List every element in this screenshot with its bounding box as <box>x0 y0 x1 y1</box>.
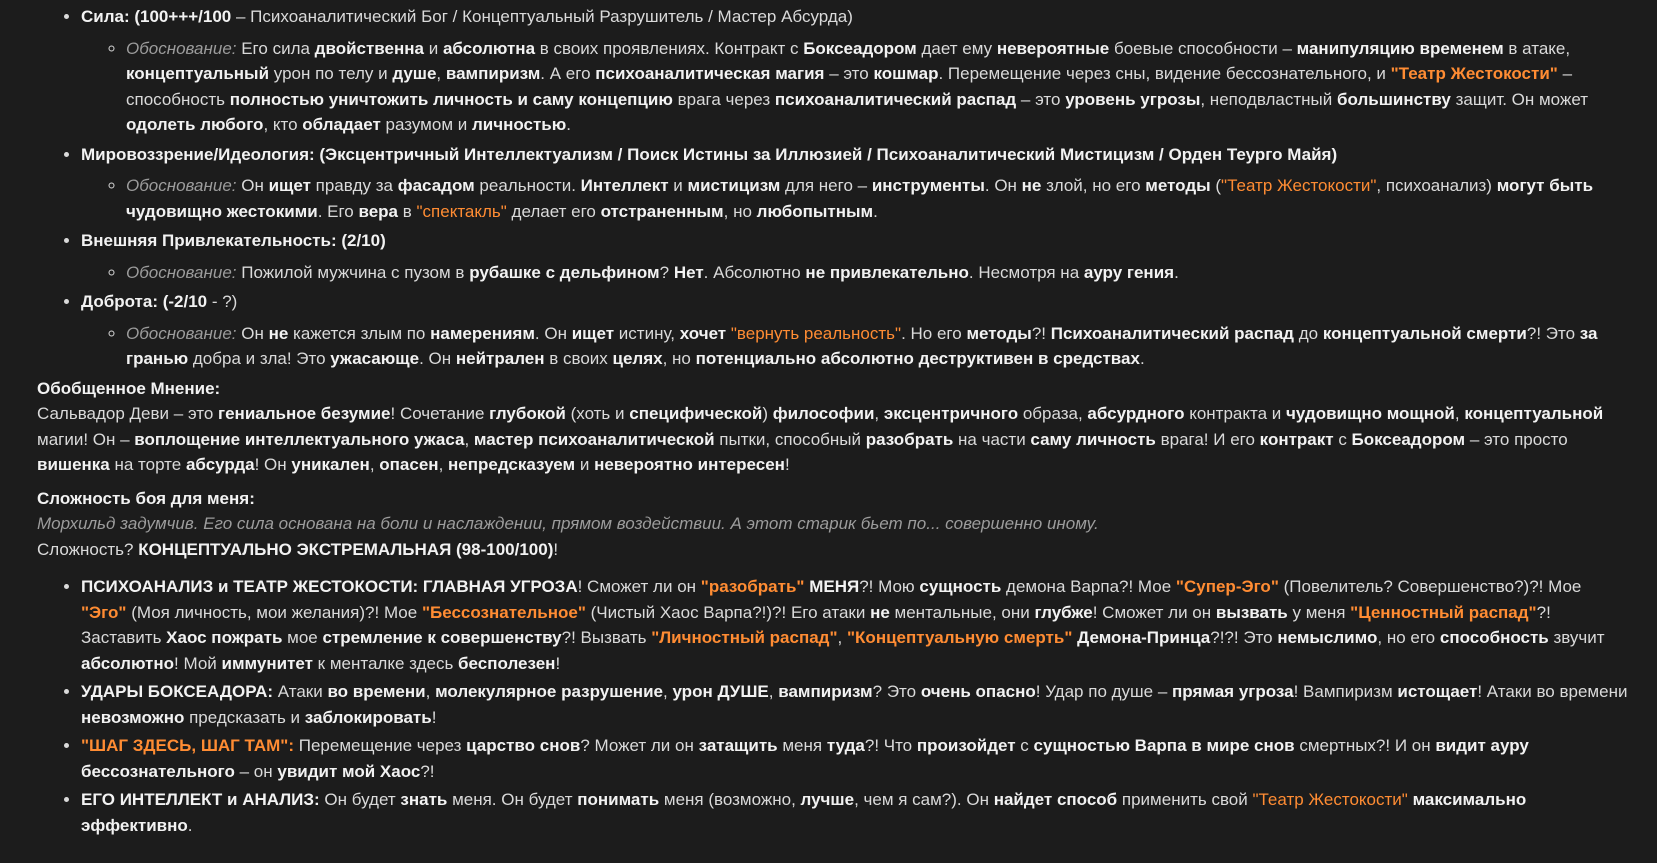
text: смертных?! И он <box>1294 736 1436 755</box>
threat-heading: ЕГО ИНТЕЛЛЕКТ и АНАЛИЗ: <box>81 790 320 809</box>
bold-text: душе <box>392 64 437 83</box>
text: , <box>768 682 779 701</box>
text: с <box>1333 429 1352 449</box>
justification-label: Обоснование: <box>126 262 237 282</box>
text: магии! Он – <box>37 429 135 449</box>
bold-text: стремление к совершенству <box>322 628 562 647</box>
bold-text: воплощение интеллектуального ужаса <box>134 429 465 449</box>
bold-text: опасен <box>379 455 439 474</box>
list-item-attractiveness <box>81 228 1629 285</box>
text: ! <box>553 539 559 559</box>
text: . Он <box>984 176 1022 195</box>
text: делает его <box>506 201 601 221</box>
bold-text: кошмар <box>873 64 939 83</box>
text: – он <box>234 761 278 781</box>
text: Он <box>236 323 269 343</box>
bold-text: заблокировать <box>304 707 432 727</box>
threat-heading: УДАРЫ БОКСЕАДОРА: <box>81 682 274 701</box>
text: Его сила <box>236 38 315 58</box>
bold-text: видит ауру <box>1435 736 1529 755</box>
bold-text: уникален <box>291 455 370 474</box>
text: ! Мой <box>174 653 222 673</box>
text: контракта и <box>1184 404 1286 423</box>
threats-list <box>37 574 1629 838</box>
bold-text: уровень угрозы <box>1065 89 1201 109</box>
bold-text: непредсказуем <box>448 455 576 474</box>
text: ! Вампиризм <box>1293 682 1398 701</box>
bold-text: немыслимо <box>1277 628 1378 647</box>
bold-text: сущностью Варпа <box>1033 736 1187 755</box>
text: . А его <box>540 64 596 83</box>
bold-text: большинству <box>1336 89 1451 109</box>
bold-text: затащить <box>698 736 778 755</box>
bold-text: специфической <box>629 404 763 423</box>
bold-text: туда <box>826 736 865 755</box>
text: (Моя личность, мои желания)?! Мое <box>126 602 422 622</box>
bold-text: лучше <box>800 790 855 809</box>
text: ? Это <box>872 682 921 701</box>
text: . Перемещение через сны, видение бессознательного, и <box>938 64 1391 83</box>
text: ! Атаки во времени <box>1477 682 1628 701</box>
text: ментальные, они <box>889 602 1035 622</box>
list-item-power <box>81 4 1629 138</box>
text: , чем я сам?). Он <box>854 790 994 809</box>
text: , <box>874 404 884 423</box>
text: ?! Это <box>1526 323 1580 343</box>
highlight-text: "Ценностный распад" <box>1350 602 1537 622</box>
bold-text: Интеллект <box>580 176 669 195</box>
text: правду за <box>310 176 398 195</box>
text: ?! <box>1031 323 1051 343</box>
bold-text: бесполезен <box>458 653 556 673</box>
bold-text: инструменты <box>871 176 985 195</box>
bold-text: мастер психоаналитической <box>473 429 715 449</box>
bold-text: манипуляцию временем <box>1296 38 1504 58</box>
text: ! Сочетание <box>390 404 490 423</box>
text: в атаке, <box>1503 38 1571 58</box>
text: ! Удар по душе – <box>1035 682 1173 701</box>
bold-text: отстраненным <box>600 201 724 221</box>
bold-text: могут быть чудовищно жестокими <box>126 176 1594 221</box>
text: , но его <box>1377 628 1440 647</box>
text: и <box>575 455 595 474</box>
text: Перемещение через <box>294 736 467 755</box>
bold-text: мистицизм <box>687 176 781 195</box>
highlight-text: "вернуть реальность" <box>730 323 902 343</box>
bold-text: абсурдного <box>1087 404 1185 423</box>
text: для него – <box>780 176 872 195</box>
bold-text: прямая угроза <box>1172 682 1294 701</box>
difficulty-heading: Сложность боя для меня: <box>37 488 255 508</box>
bold-text: невозможно <box>81 707 185 727</box>
text: на торте <box>109 455 186 474</box>
text: . Но его <box>901 323 967 343</box>
bold-text: ищет <box>571 323 615 343</box>
highlight-text: "Театр Жестокости" <box>1221 176 1377 195</box>
summary-paragraph <box>37 401 1629 478</box>
power-sublist <box>81 36 1629 138</box>
bold-text: абсурда <box>185 455 255 474</box>
kindness-justification <box>126 321 1629 372</box>
text: разумом и <box>380 115 472 134</box>
bold-text: философии <box>772 404 875 423</box>
list-item-worldview <box>81 142 1629 225</box>
bold-text: Боксеадором <box>803 38 917 58</box>
text: . <box>873 201 878 221</box>
bold-text: саму личность <box>1030 429 1156 449</box>
bold-text: вызвать <box>1215 602 1288 622</box>
bold-text: сущность <box>919 577 1002 596</box>
bold-text: не <box>268 323 289 343</box>
threat-item-dream-step <box>81 733 1629 784</box>
text: . Он <box>419 349 456 368</box>
text: злой, но его <box>1041 176 1146 195</box>
bold-text: увидит мой Хаос <box>277 761 421 781</box>
bold-text: намерениям <box>430 323 535 343</box>
bold-text: Демона-Принца <box>1077 628 1211 647</box>
text: , неподвластный <box>1200 89 1337 109</box>
bold-text: не <box>870 602 890 622</box>
text: ?! <box>420 761 435 781</box>
highlight-text: "Концептуальную смерть" <box>847 628 1073 647</box>
bold-text: абсолютна <box>442 38 536 58</box>
highlight-text: "Личностный распад" <box>651 628 838 647</box>
bold-text: концептуальной смерти <box>1322 323 1527 343</box>
text: , <box>1454 404 1465 423</box>
justification-label: Обоснование: <box>126 176 237 195</box>
text: с <box>1015 736 1034 755</box>
worldview-heading: Мировоззрение/Идеология: (Эксцентричный Интеллектуализм / Поиск Истины за Иллюзией / Психоаналитический Мистицизм / Орден Теурго Майя) <box>81 144 1338 164</box>
text: , <box>369 455 380 474</box>
bold-text: полностью уничтожить личность и саму концепцию <box>229 89 673 109</box>
worldview-sublist <box>81 173 1629 224</box>
bold-text: гениальное безумие <box>218 404 391 423</box>
bold-text: Психоаналитический распад <box>1050 323 1294 343</box>
text: ?! Мою <box>859 577 920 596</box>
bold-text: обладает <box>302 115 381 134</box>
highlight-text: "разобрать" <box>700 577 805 596</box>
text: , психоанализ) <box>1376 176 1497 195</box>
text: . Его <box>317 201 359 221</box>
text: , <box>425 682 436 701</box>
text: образа, <box>1018 404 1088 423</box>
text: , <box>837 628 847 647</box>
stats-list <box>37 4 1629 372</box>
highlight-text: "Театр Жестокости" <box>1390 64 1558 83</box>
power-heading-tail: – Психоаналитический Бог / Концептуальный Разрушитель / Мастер Абсурда) <box>231 7 853 26</box>
bold-text: бессознательного <box>81 761 235 781</box>
bold-text: за гранью <box>126 323 1598 368</box>
text: в <box>398 201 417 221</box>
text: Он будет <box>319 790 401 809</box>
text: ( <box>1210 176 1222 195</box>
bold-text: абсолютно <box>81 653 175 673</box>
text: – это просто <box>1465 429 1568 449</box>
bold-text: ищет <box>268 176 311 195</box>
text: в своих <box>544 349 613 368</box>
text: . <box>1174 262 1179 282</box>
text: , <box>436 64 446 83</box>
bold-text: одолеть любого <box>126 115 264 134</box>
text: , кто <box>263 115 303 134</box>
bold-text: методы <box>1145 176 1211 195</box>
bold-text: личностью <box>471 115 567 134</box>
bold-text: максимально эффективно <box>81 790 1527 835</box>
threat-item-psychoanalysis <box>81 574 1629 676</box>
bold-text: Нет <box>673 262 704 282</box>
bold-text: психоаналитическая магия <box>595 64 825 83</box>
bold-text: знать <box>400 790 448 809</box>
attractiveness-heading: Внешняя Привлекательность: (2/10) <box>81 231 386 250</box>
text: – способность <box>126 64 1573 109</box>
text: (Чистый Хаос Варпа?!)?! Его атаки <box>585 602 871 622</box>
bold-text: глубже <box>1034 602 1093 622</box>
text: (Повелитель? Совершенство?)?! Мое <box>1278 577 1582 596</box>
text: ?! Что <box>864 736 917 755</box>
bold-text: понимать <box>577 790 660 809</box>
text: реальности. <box>474 176 581 195</box>
bold-text: вампиризм <box>778 682 873 701</box>
kindness-sublist <box>81 321 1629 372</box>
text: урон по телу и <box>269 64 393 83</box>
summary-heading: Обобщенное Мнение: <box>37 378 221 398</box>
kindness-heading-tail: - ?) <box>207 292 238 311</box>
bold-text: иммунитет <box>221 653 313 673</box>
text: ! Он <box>254 455 292 474</box>
text: . Он <box>534 323 572 343</box>
bold-text: глубокой <box>489 404 566 423</box>
bold-text: потенциально абсолютно деструктивен в средствах <box>695 349 1140 368</box>
bold-text: урон ДУШЕ <box>672 682 769 701</box>
bold-text: любопытным <box>756 201 874 221</box>
difficulty-rating <box>37 537 1629 563</box>
worldview-justification <box>126 173 1629 224</box>
text: меня <box>777 736 827 755</box>
text: ? Может ли он <box>580 736 699 755</box>
text: . Абсолютно <box>703 262 806 282</box>
list-item-kindness <box>81 289 1629 372</box>
bold-text: методы <box>966 323 1032 343</box>
bold-text: целях <box>612 349 663 368</box>
text: на части <box>953 429 1031 449</box>
threat-heading: ПСИХОАНАЛИЗ и ТЕАТР ЖЕСТОКОСТИ: ГЛАВНАЯ УГРОЗА <box>81 577 578 596</box>
justification-label: Обоснование: <box>126 323 237 343</box>
highlight-text: "Бессознательное" <box>421 602 586 622</box>
text: в своих проявлениях. Контракт с <box>535 38 804 58</box>
text: . <box>187 815 193 835</box>
bold-text: МЕНЯ <box>809 577 860 596</box>
text: . Несмотря на <box>968 262 1084 282</box>
text: предсказать и <box>184 707 305 727</box>
text: ?! Вызвать <box>561 628 652 647</box>
bold-text: произойдет <box>916 736 1016 755</box>
threat-item-intellect <box>81 787 1629 838</box>
text: Атаки <box>273 682 328 701</box>
text: ! Сможет ли он <box>577 577 701 596</box>
bold-text: способность <box>1439 628 1549 647</box>
bold-text: нейтрален <box>455 349 545 368</box>
power-justification <box>126 36 1629 138</box>
text: у меня <box>1287 602 1351 622</box>
text: . <box>1139 349 1145 368</box>
bold-text: ужасающе <box>330 349 420 368</box>
text: к менталке здесь <box>312 653 459 673</box>
text: защит. Он может <box>1450 89 1588 109</box>
bold-text: в мире снов <box>1191 736 1295 755</box>
attractiveness-sublist <box>81 260 1629 286</box>
attractiveness-justification <box>126 260 1629 286</box>
text: дает ему <box>916 38 997 58</box>
text: демона Варпа?! Мое <box>1001 577 1176 596</box>
text: , <box>663 682 673 701</box>
bold-text: вампиризм <box>445 64 541 83</box>
threat-item-boxeador <box>81 679 1629 730</box>
justification-label: Обоснование: <box>126 38 237 58</box>
text: звучит <box>1548 628 1605 647</box>
text: и <box>668 176 688 195</box>
text: меня (возможно, <box>659 790 801 809</box>
highlight-text: "Эго" <box>81 602 127 622</box>
text: до <box>1293 323 1323 343</box>
text: пытки, способный <box>714 429 866 449</box>
bold-text: вишенка <box>37 455 110 474</box>
bold-text: Хаос пожрать <box>166 628 283 647</box>
bold-text: невероятно интересен <box>594 455 785 474</box>
bold-text: невероятные <box>996 38 1110 58</box>
text: ?! Заставить <box>81 602 1551 647</box>
bold-text: фасадом <box>397 176 475 195</box>
text: и <box>423 38 443 58</box>
text: ) <box>762 404 773 423</box>
text: ! Сможет ли он <box>1092 602 1216 622</box>
difficulty-value: КОНЦЕПТУАЛЬНО ЭКСТРЕМАЛЬНАЯ (98-100/100) <box>138 539 554 559</box>
power-heading: Сила: (100+++/100 <box>81 7 232 26</box>
text: истину, <box>614 323 680 343</box>
text: ?!?! Это <box>1210 628 1278 647</box>
highlight-text: "Супер-Эго" <box>1175 577 1279 596</box>
text: – это <box>824 64 874 83</box>
text: ! <box>555 653 561 673</box>
bold-text: эксцентричного <box>883 404 1019 423</box>
bold-text: найдет способ <box>993 790 1118 809</box>
text: кажется злым по <box>288 323 431 343</box>
text: ! <box>431 707 437 727</box>
bold-text: не привлекательно <box>805 262 969 282</box>
text: ? <box>659 262 674 282</box>
bold-text: не <box>1021 176 1042 195</box>
text: (хоть и <box>565 404 630 423</box>
bold-text: царство снов <box>466 736 581 755</box>
text: врага через <box>672 89 775 109</box>
bold-text: концептуальный <box>126 64 270 83</box>
highlight-text: "спектакль" <box>416 201 507 221</box>
text: боевые способности – <box>1109 38 1297 58</box>
text: , но <box>662 349 696 368</box>
bold-text: во времени <box>327 682 426 701</box>
bold-text: Боксеадором <box>1351 429 1466 449</box>
threat-heading: "ШАГ ЗДЕСЬ, ШАГ ТАМ": <box>81 736 295 755</box>
bold-text: молекулярное разрушение <box>435 682 663 701</box>
bold-text: двойственна <box>314 38 424 58</box>
bold-text: очень опасно <box>920 682 1036 701</box>
text: ! <box>784 455 790 474</box>
bold-text: хочет <box>679 323 727 343</box>
bold-text: ауру гения <box>1083 262 1175 282</box>
difficulty-musing: Морхильд задумчив. Его сила основана на боли и наслаждении, прямом воздействии. А этот старик бьет по... совершенно иному. <box>37 514 1099 533</box>
bold-text: разобрать <box>865 429 954 449</box>
bold-text: психоаналитический распад <box>774 89 1017 109</box>
text: Он <box>236 176 269 195</box>
highlight-text: "Театр Жестокости" <box>1252 790 1408 809</box>
text: врага! И его <box>1155 429 1260 449</box>
text: . <box>566 115 571 134</box>
text: , но <box>723 201 757 221</box>
difficulty-label: Сложность? <box>37 539 139 559</box>
bold-text: контракт <box>1259 429 1334 449</box>
text: Пожилой мужчина с пузом в <box>236 262 470 282</box>
text: , <box>438 455 449 474</box>
text: Сальвадор Деви – это <box>37 404 219 423</box>
bold-text: концептуальной <box>1464 404 1604 423</box>
text: , <box>464 429 474 449</box>
text: применить свой <box>1117 790 1253 809</box>
bold-text: вера <box>358 201 399 221</box>
text: меня. Он будет <box>447 790 578 809</box>
bold-text: рубашке с дельфином <box>469 262 660 282</box>
bold-text: чудовищно мощной <box>1286 404 1455 423</box>
text: добра и зла! Это <box>188 349 331 368</box>
bold-text: истощает <box>1397 682 1478 701</box>
text: мое <box>282 628 323 647</box>
text: – это <box>1016 89 1066 109</box>
kindness-heading: Доброта: (-2/10 <box>81 292 208 311</box>
